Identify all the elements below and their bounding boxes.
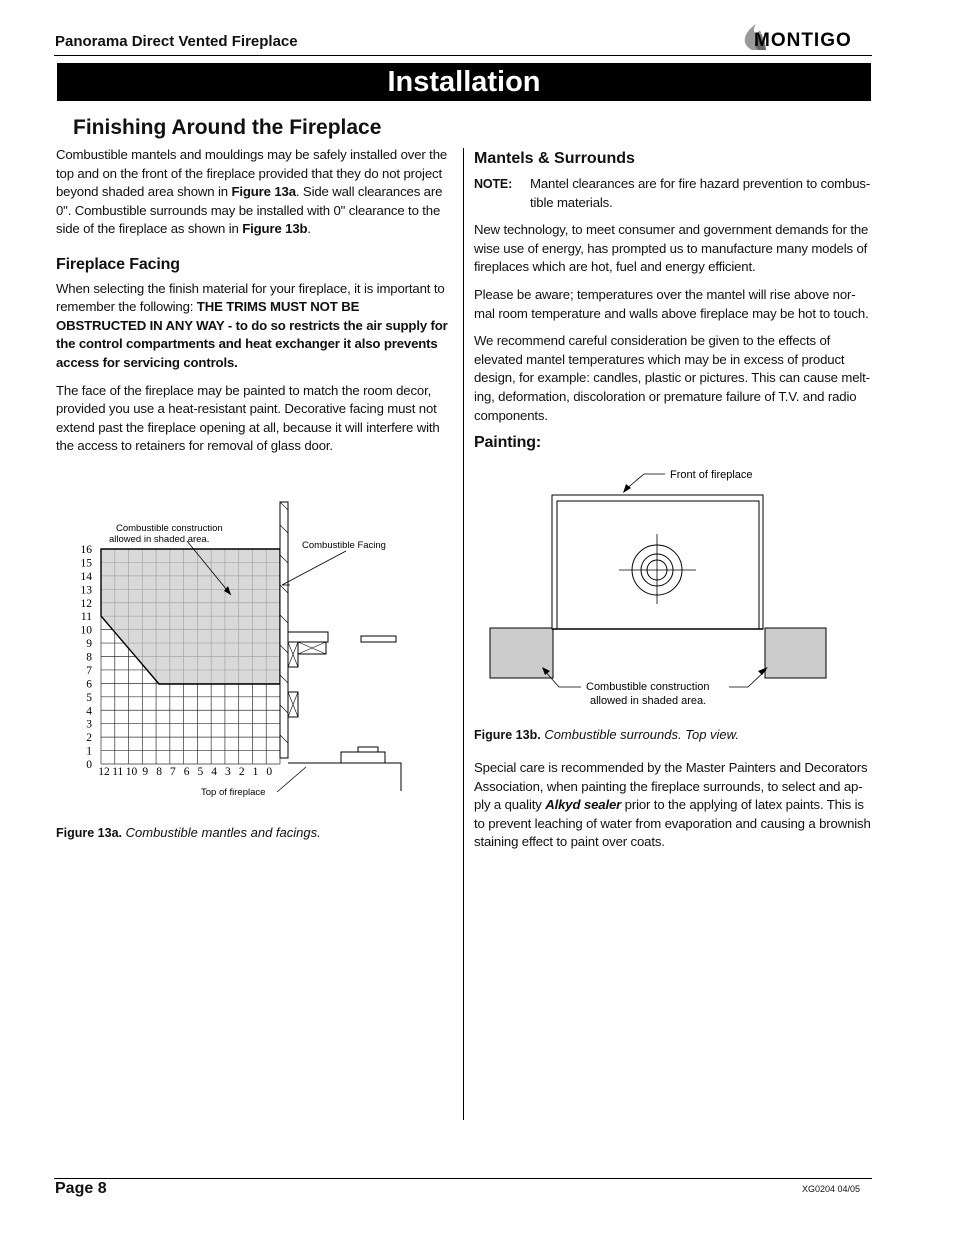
warning-text: THE TRIMS MUST NOT BE OBSTRUCTED IN ANY WAY - to do so restricts the air supply for the control compartments and heat exchanger it also prevents access for servicing controls. — [56, 299, 448, 370]
y-tick-label: 14 — [80, 570, 92, 583]
page-banner: Installation — [57, 63, 871, 101]
figure-ref: Figure 13a — [231, 184, 296, 200]
document-code: XG0204 04/05 — [802, 1184, 861, 1194]
y-tick-label: 3 — [86, 718, 92, 731]
alkyd-sealer-emphasis: Alkyd sealer — [545, 797, 622, 813]
front-of-fireplace-label: Front of fireplace — [670, 469, 753, 481]
note-text: Mantel clearances are for fire hazard prevention to combus-tible materials. — [530, 176, 871, 210]
y-tick-label: 5 — [86, 691, 92, 704]
montigo-logo — [738, 20, 874, 54]
facing-paragraph-2: The face of the fireplace may be painted to match the room decor, provided you use a heat-resistant paint. Decorative facing must not extend past the fireplace opening at all, because it will interfere with the access to retainers for removal of glass door. — [56, 382, 440, 454]
y-tick-label: 7 — [86, 664, 92, 677]
mantels-paragraph-3: We recommend careful consideration be given to the effects of elevated mantel temperatures which may be in excess of product design, for example: candles, plastic or pictures. This can cause melt-ing, deformation, discoloration or premature failure of T.V. and radio components. — [474, 333, 870, 423]
facing-label: Combustible Facing — [302, 540, 386, 551]
y-tick-label: 10 — [80, 624, 92, 637]
shaded-surround-right — [765, 628, 826, 678]
y-tick-label: 8 — [86, 651, 92, 664]
y-tick-label: 1 — [86, 745, 92, 758]
x-tick-label: 9 — [142, 766, 149, 778]
x-tick-label: 4 — [211, 766, 218, 778]
right-column — [474, 175, 872, 453]
top-label: Top of fireplace — [201, 787, 266, 798]
painting-heading: Painting: — [474, 434, 542, 452]
figure-13a-diagram — [56, 495, 406, 805]
shaded-label-line-1: Combustible construction — [586, 681, 710, 693]
y-tick-label: 2 — [86, 732, 92, 745]
x-tick-label: 6 — [183, 766, 190, 778]
mantels-heading: Mantels & Surrounds — [474, 150, 635, 167]
y-tick-label: 4 — [86, 705, 92, 718]
figure-ref: Figure 13b — [242, 221, 308, 237]
y-tick-label: 16 — [80, 544, 92, 556]
x-tick-label: 3 — [225, 766, 231, 778]
shaded-label-line-2: allowed in shaded area. — [109, 534, 210, 545]
intro-paragraph: Combustible mantels and mouldings may be safely installed over the top and on the front of the fireplace provided that they do not project beyond shaded area shown in Figure 13a. Side wall clearances are 0". Combustible surrounds may be installed with 0" clearance to the side of the fireplace as shown in Figure 13b. — [56, 147, 448, 237]
shaded-area — [101, 549, 280, 684]
y-tick-label: 11 — [80, 611, 92, 624]
shaded-label-line-1: Combustible construction — [116, 523, 223, 534]
header-rule — [54, 55, 872, 56]
x-tick-label: 5 — [197, 766, 204, 778]
logo-text: MONTIGO — [754, 30, 852, 51]
figure-13b-diagram — [486, 462, 831, 712]
page-number: Page 8 — [55, 1180, 107, 1197]
figure-13b-caption: Figure 13b. Combustible surrounds. Top view. — [474, 727, 739, 742]
mantels-paragraph-1: New technology, to meet consumer and government demands for the wise use of energy, has prompted us to manufacture many models of fireplaces which are hot, fuel and energy efficient. — [474, 222, 869, 275]
painting-paragraph: Special care is recommended by the Master Painters and Decorators Association, when painting the fireplace surrounds, to select and ap-ply a quality Alkyd sealer prior to the applying of latex paints. This is to prevent leaching of water from evaporation and causing a brownish staining effect to paint over coats. — [474, 760, 871, 850]
x-tick-label: 1 — [252, 766, 259, 778]
x-tick-label: 0 — [266, 766, 273, 778]
y-tick-label: 15 — [80, 557, 92, 570]
x-tick-label: 7 — [169, 766, 176, 778]
y-tick-label: 9 — [86, 638, 92, 651]
y-tick-label: 0 — [86, 759, 92, 771]
section-title: Finishing Around the Fireplace — [73, 116, 382, 139]
y-tick-label: 12 — [80, 597, 92, 610]
x-tick-label: 12 — [98, 766, 110, 778]
product-title: Panorama Direct Vented Fireplace — [55, 33, 298, 50]
note — [474, 175, 872, 212]
left-column — [56, 146, 452, 465]
x-tick-label: 11 — [112, 766, 124, 778]
x-tick-label: 10 — [125, 766, 138, 778]
y-tick-label: 6 — [86, 678, 92, 691]
footer-rule — [54, 1178, 872, 1179]
y-tick-label: 13 — [80, 584, 92, 597]
mantels-paragraph-2: Please be aware; temperatures over the mantel will rise above nor-mal room temperature and walls above fireplace may be hot to touch. — [474, 286, 869, 321]
note-label: NOTE: — [474, 177, 513, 191]
facing-paragraph-1: When selecting the finish material for your fireplace, it is important to remember the following: THE TRIMS MUST NOT BE OBSTRUCTED IN ANY WAY - to do so restricts the air supply for the control compartments and heat exchanger it also prevents access for servicing controls. — [56, 280, 448, 370]
x-tick-label: 8 — [156, 766, 162, 778]
figure-13a-caption: Figure 13a. Combustible mantles and facings. — [56, 825, 321, 840]
x-tick-label: 2 — [238, 766, 245, 778]
shaded-label-line-2: allowed in shaded area. — [590, 695, 707, 707]
fireplace-facing-heading: Fireplace Facing — [56, 255, 180, 273]
column-divider — [463, 148, 464, 1120]
